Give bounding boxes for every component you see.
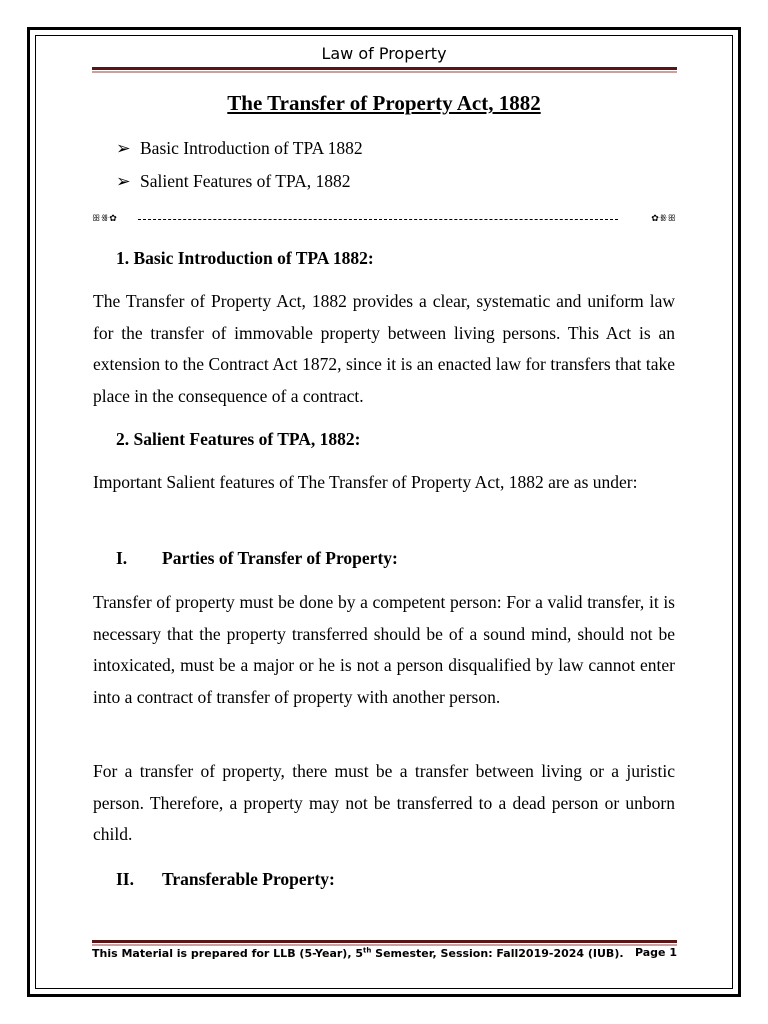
header-rule-dark <box>92 67 677 70</box>
page-number: Page 1 <box>634 946 677 959</box>
subsection-title: Parties of Transfer of Property: <box>162 548 398 568</box>
subsection-number: I. <box>116 548 128 568</box>
ornament-right-icon: ✿ꗥꕥ <box>651 214 676 224</box>
ornamental-divider <box>92 212 676 226</box>
document-title: The Transfer of Property Act, 1882 <box>227 91 541 115</box>
paragraph-parties-2: For a transfer of property, there must be a transfer between living or a juristic person. Therefore, a property may not be transferred to a dead person or unborn child. <box>93 761 675 845</box>
paragraph-introduction: The Transfer of Property Act, 1882 provides a clear, systematic and uniform law for the transfer of immovable property between living persons. This Act is an extension to the Contract Act 1872, since it is an enacted law for transfers that take place in the consequence of a contract. <box>93 291 675 406</box>
paragraph-parties-1: Transfer of property must be done by a competent person: For a valid transfer, it is necessary that the property transferred should be of a sound mind, should not be intoxicated, must be a major or he is not a person disqualified by law cannot enter into a contract of transfer of property with another person. <box>93 592 675 707</box>
paragraph-salient-features: Important Salient features of The Transfer of Property Act, 1882 are as under: <box>93 472 638 492</box>
section-heading-salient-features: 2. Salient Features of TPA, 1882: <box>116 429 361 449</box>
bullet-label: Basic Introduction of TPA 1882 <box>140 138 363 158</box>
footer-note: This Material is prepared for LLB (5-Year), 5th Semester, Session: Fall2019-2024 (IUB). <box>92 946 624 960</box>
arrow-bullet-icon: ➢ <box>116 138 131 158</box>
bullet-label: Salient Features of TPA, 1882 <box>140 171 351 191</box>
footer-rule-dark <box>92 940 677 943</box>
section-heading-introduction: 1. Basic Introduction of TPA 1882: <box>116 248 374 268</box>
ornament-left-icon: ꕥꗥ✿ <box>92 214 117 224</box>
dashed-rule <box>138 219 618 220</box>
header-rule-light <box>92 71 677 73</box>
footer <box>92 946 677 960</box>
footer-superscript: th <box>363 946 372 954</box>
arrow-bullet-icon: ➢ <box>116 171 131 191</box>
subsection-heading-transferable-property <box>116 869 335 890</box>
bullet-item-salient-features <box>116 171 350 192</box>
subsection-heading-parties <box>116 548 398 569</box>
subsection-number: II. <box>116 869 134 889</box>
bullet-item-introduction <box>116 138 363 159</box>
subsection-title: Transferable Property: <box>162 869 335 889</box>
running-header: Law of Property <box>321 44 447 63</box>
